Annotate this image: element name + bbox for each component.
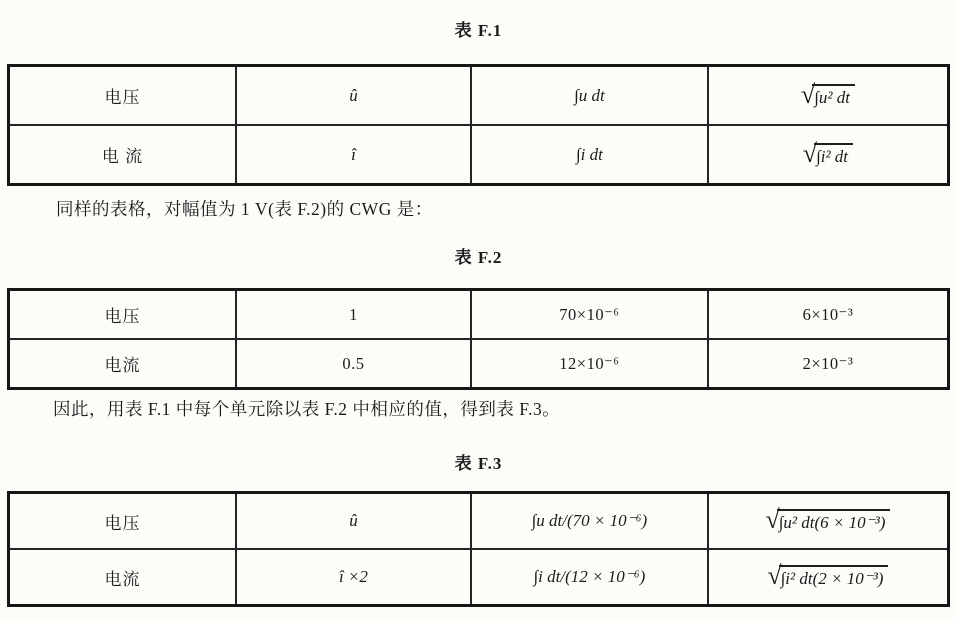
table-f2: [7, 288, 950, 390]
peak-value-cell: [236, 339, 471, 389]
paragraph-2: 因此，用表 F.1 中每个单元除以表 F.2 中相应的值，得到表 F.3。: [53, 399, 561, 419]
table-f2-row-voltage: [9, 290, 949, 340]
formula-integral: ∫i dt: [575, 144, 603, 164]
table-f1-row-current: [9, 125, 949, 185]
table-f3-title: 表 F.3: [454, 454, 503, 473]
value-integral: 12×10⁻⁶: [559, 353, 620, 373]
table-f1-title: 表 F.1: [454, 21, 503, 40]
table-f3-row-voltage: [9, 493, 949, 550]
sqrt-radical-sign: √: [765, 505, 780, 534]
value-rms: 6×10⁻³: [802, 304, 854, 324]
row-label-cell: [9, 125, 236, 185]
value-integral: 70×10⁻⁶: [559, 304, 620, 324]
peak-value-cell: [236, 66, 471, 126]
value-peak: 1: [349, 304, 358, 324]
rms-cell: [708, 290, 949, 340]
formula-under-radical: ∫u² dt(6 × 10⁻³): [777, 509, 891, 533]
table-f2-row-current: [9, 339, 949, 389]
rms-cell: [708, 125, 949, 185]
row-label-cell: [9, 493, 236, 550]
table-f3-row-current: [9, 549, 949, 606]
row-label-cell: [9, 290, 236, 340]
formula-peak: î: [351, 144, 356, 164]
row-label-cell: [9, 66, 236, 126]
row-label: 电流: [104, 356, 141, 375]
row-label: 电压: [104, 307, 141, 326]
rms-cell: [708, 66, 949, 126]
integral-cell: [471, 66, 708, 126]
sqrt-radical-sign: √: [767, 561, 782, 590]
rms-cell: [708, 339, 949, 389]
row-label-cell: [9, 339, 236, 389]
integral-cell: [471, 493, 708, 550]
peak-value-cell: [236, 290, 471, 340]
peak-value-cell: [236, 493, 471, 550]
sqrt-radical-sign: √: [800, 79, 816, 109]
formula-under-radical: ∫i² dt(2 × 10⁻³): [779, 565, 889, 589]
peak-value-cell: [236, 549, 471, 606]
integral-cell: [471, 549, 708, 606]
table-f2-title: 表 F.2: [454, 248, 503, 267]
formula-integral: ∫u dt/(70 × 10⁻⁶): [531, 511, 648, 530]
table-f3: [7, 491, 950, 607]
formula-under-radical: ∫i² dt: [814, 143, 853, 167]
sqrt-expression: [802, 138, 853, 168]
value-peak: 0.5: [342, 353, 365, 373]
row-label: 电压: [104, 513, 141, 533]
sqrt-expression: [767, 561, 888, 590]
table-f1: [7, 64, 950, 186]
rms-cell: [708, 493, 949, 550]
table-f1-row-voltage: [9, 66, 949, 126]
sqrt-expression: [800, 79, 855, 109]
formula-integral: ∫i dt/(12 × 10⁻⁶): [533, 567, 646, 586]
row-label: 电压: [104, 88, 141, 107]
value-rms: 2×10⁻³: [802, 353, 854, 373]
formula-under-radical: ∫u² dt: [812, 84, 855, 108]
sqrt-expression: [765, 505, 890, 534]
formula-peak: û: [349, 511, 358, 530]
integral-cell: [471, 125, 708, 185]
integral-cell: [471, 339, 708, 389]
peak-value-cell: [236, 125, 471, 185]
rms-cell: [708, 549, 949, 606]
row-label-cell: [9, 549, 236, 606]
paragraph-1: 同样的表格，对幅值为 1 V(表 F.2)的 CWG 是：: [56, 199, 433, 219]
formula-peak: û: [349, 85, 358, 105]
formula-peak: î ×2: [338, 567, 368, 586]
sqrt-radical-sign: √: [802, 138, 818, 168]
integral-cell: [471, 290, 708, 340]
formula-integral: ∫u dt: [574, 85, 605, 105]
row-label: 电流: [104, 569, 141, 589]
row-label: 电 流: [101, 147, 144, 166]
